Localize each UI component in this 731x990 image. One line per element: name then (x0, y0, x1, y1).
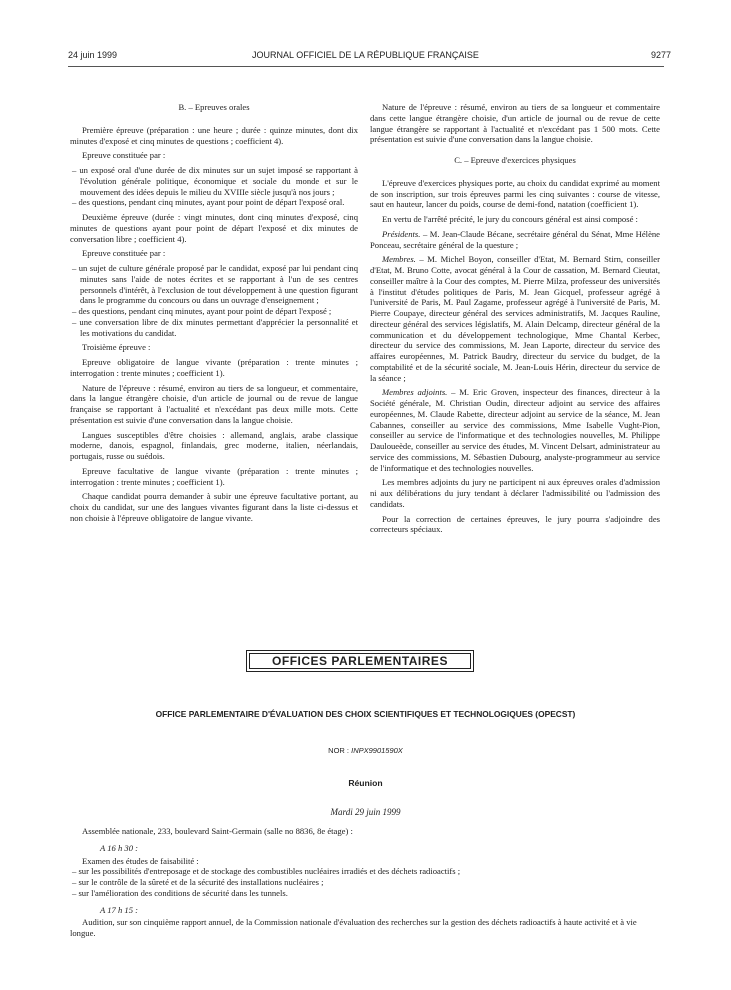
section-heading-c: C. – Epreuve d'exercices physiques (454, 155, 576, 165)
nor-value: INPX9901590X (351, 746, 403, 755)
office-title: OFFICE PARLEMENTAIRE D'ÉVALUATION DES CHOIX SCIENTIFIQUES ET TECHNOLOGIQUES (OPECST) (155, 709, 576, 719)
meeting-agenda (70, 826, 662, 939)
jury-adjoints-note: Les membres adjoints du jury ne participent ni aux épreuves orales d'admission ni aux délibérations du jury tendant à déclarer l'admissibilité ou l'admission des candidats. (370, 477, 660, 509)
nature-paragraph: Nature de l'épreuve : résumé, environ au tiers de sa longueur et commentaire dans cette langue étrangère choisie, d'un article de journal ou de revue de cette langue étrangère se rapportant à l'actualité et n'excédant pas 1 500 mots. Cette présentation est suivie d'une conversation dans la langue choisie. (370, 102, 660, 145)
list-item: – sur le contrôle de la sûreté et de la sécurité des installations nucléaires ; (72, 877, 324, 887)
physical-exam-paragraph: L'épreuve d'exercices physiques porte, au choix du candidat exprimé au moment de son inscription, sur trois épreuves parmi les cinq suivantes : course de vitesse, saut en hauteur, lancer du poids, course de demi-fond, natation (coefficient 1). (370, 177, 660, 210)
exam-intro: Examen des études de faisabilité : (82, 855, 199, 866)
third-exam-nature: Nature de l'épreuve : résumé, environ au tiers de sa longueur, et commentaire, dans la langue étrangère choisie, d'un article de journal ou de revue de langue française se rapportant à l'actualité et n'excédant pas deux mille mots. Cette présentation est suivie d'une conversation dans la langue choisie. (70, 382, 358, 425)
section-heading-b: B. – Epreuves orales (178, 102, 250, 112)
nor-reference (0, 746, 731, 755)
optional-exam-paragraph: Epreuve facultative de langue vivante (préparation : trente minutes ; interrogation : trente minutes ; coefficient 1). (70, 465, 358, 487)
left-column (70, 102, 358, 528)
list-item: – sur les possibilités d'entreposage et de stockage des combustibles nucléaires irradiés et des déchets radioactifs ; (72, 866, 461, 877)
first-exam-list (70, 165, 358, 208)
reunion-date: Mardi 29 juin 1999 (330, 807, 401, 817)
time-slot-2: A 17 h 15 : (100, 904, 139, 915)
third-exam-intro: Troisième épreuve : (82, 342, 151, 353)
jury-adjoints (370, 387, 660, 473)
page-header (0, 50, 731, 64)
list-item: – un sujet de culture générale proposé par le candidat, exposé par lui pendant cinq minutes sans l'aide de notes écrites et se rapportant à l'un de ses centres personnels d'intérêt, à l'exclusion de tout développement à une question figurant dans le programme du concours ou dans un ouvrage d'enseignement ; (72, 263, 358, 306)
audition-paragraph: Audition, sur son cinquième rapport annuel, de la Commission nationale d'évaluation des recherches sur la gestion des déchets radioactifs à haute activité et à vie longue. (70, 917, 637, 938)
first-exam-paragraph: Première épreuve (préparation : une heure ; durée : quinze minutes, dont dix minutes d'exposé et cinq minutes de questions ; coefficient 4). (70, 124, 358, 146)
third-exam-paragraph: Epreuve obligatoire de langue vivante (préparation : trente minutes ; interrogation : trente minutes ; coefficient 1). (70, 357, 358, 378)
languages-paragraph: Langues susceptibles d'être choisies : allemand, anglais, arabe classique moderne, danois, espagnol, finlandais, grec moderne, italien, néerlandais, portugais, russe ou suédois. (70, 429, 358, 461)
second-exam-intro: Epreuve constituée par : (82, 248, 166, 259)
list-item: – un exposé oral d'une durée de dix minutes sur un sujet imposé se rapportant à l'évolution générale politique, économique et sociale du monde et sur le mouvement des idées depuis le milieu du XVIIIe siècle jusqu'à nos jours ; (72, 165, 358, 197)
right-column (370, 102, 660, 539)
members-label: Membres. (382, 254, 416, 265)
adjoints-text: – M. Eric Groven, inspecteur des finances, directeur à la Société générale, M. Christian Oudin, directeur adjoint au service des affaires européennes, M. Claude Rabette, directeur adjoint au service de la séance, M. Jean Cabannes, conseiller au service des commissions, Mme Isabelle Vught-Pion, conseiller au service de l'informatique et des technologies nouvelles, M. Philippe Dauloueède, conseiller au service des études, M. Vincent Delsart, administrateur au service des commissions, M. Sébastien Dubourg, analyste-programmeur au service de l'informatique et des technologies nouvelles. (370, 387, 660, 473)
presidents-label: Présidents. (382, 228, 421, 239)
list-item: – des questions, pendant cinq minutes, ayant pour point de départ l'exposé ; (72, 306, 332, 316)
section-box-offices: OFFICES PARLEMENTAIRES (246, 650, 474, 672)
second-exam-paragraph: Deuxième épreuve (durée : vingt minutes, dont cinq minutes d'exposé, cinq minutes de questions ayant pour point de départ l'exposé et dix minutes de conversation libre ; coefficient 4). (70, 212, 358, 244)
header-date: 24 juin 1999 (68, 50, 118, 60)
header-rule (68, 66, 664, 67)
header-page-number: 9277 (650, 50, 671, 60)
reunion-title: Réunion (348, 778, 383, 788)
jury-presidents (370, 229, 660, 251)
first-exam-intro: Epreuve constituée par : (82, 150, 166, 161)
correctors-note: Pour la correction de certaines épreuves, le jury pourra s'adjoindre des correcteurs spéciaux. (370, 513, 660, 535)
members-text: – M. Michel Boyon, conseiller d'Etat, M. Bernard Stirn, conseiller d'Etat, M. Bruno Cotte, avocat général à la Cour de cassation, M. Bernard Cieutat, conseiller maître à la Cour des comptes, M. Pierre Milza, professeur des universités à l'institut d'études politiques de Paris, M. Jean Gicquel, professeur agrégé à l'université de Paris, M. Paul Zagame, professeur agrégé à l'université de Paris, M. Pierre Coupaye, directeur général des services administratifs, M. Jacques Rauline, directeur général des services législatifs, M. Alain Delcamp, directeur général de la communication et du développement technologique, Mme Chantal Kerbec, directeur du service des commissions, M. Jean Laporte, directeur du service des affaires européennes, M. Patrick Baudry, directeur du service du budget, de la comptabilité et de la sécurité sociale, M. Jean-Louis Hérin, directeur du service de la séance ; (370, 254, 660, 383)
meeting-location: Assemblée nationale, 233, boulevard Saint-Germain (salle no 8836, 8e étage) : (82, 826, 353, 836)
jury-members (370, 254, 660, 383)
optional-exam-note: Chaque candidat pourra demander à subir une épreuve facultative portant, au choix du candidat, sur une des langues vivantes figurant dans la liste ci-dessus et non choisie à l'épreuve obligatoire de langue vivante. (70, 491, 358, 523)
list-item: – sur l'amélioration des conditions de sécurité dans les tunnels. (72, 887, 288, 898)
jury-intro: En vertu de l'arrêté précité, le jury du concours général est ainsi composé : (382, 214, 638, 224)
list-item: – des questions, pendant cinq minutes, ayant pour point de départ l'exposé oral. (72, 197, 345, 208)
adjoints-label: Membres adjoints. (382, 387, 448, 398)
header-journal-title: JOURNAL OFFICIEL DE LA RÉPUBLIQUE FRANÇAISE (252, 50, 479, 60)
list-item: – une conversation libre de dix minutes permettant d'apprécier la personnalité et les motivations du candidat. (72, 316, 358, 338)
second-exam-list (70, 263, 358, 338)
nor-label: NOR : (328, 746, 350, 755)
time-slot-1: A 16 h 30 : (100, 842, 139, 853)
presidents-text: – M. Jean-Claude Bécane, secrétaire général du Sénat, Mme Hélène Ponceau, secrétaire général de la questure ; (370, 228, 660, 250)
